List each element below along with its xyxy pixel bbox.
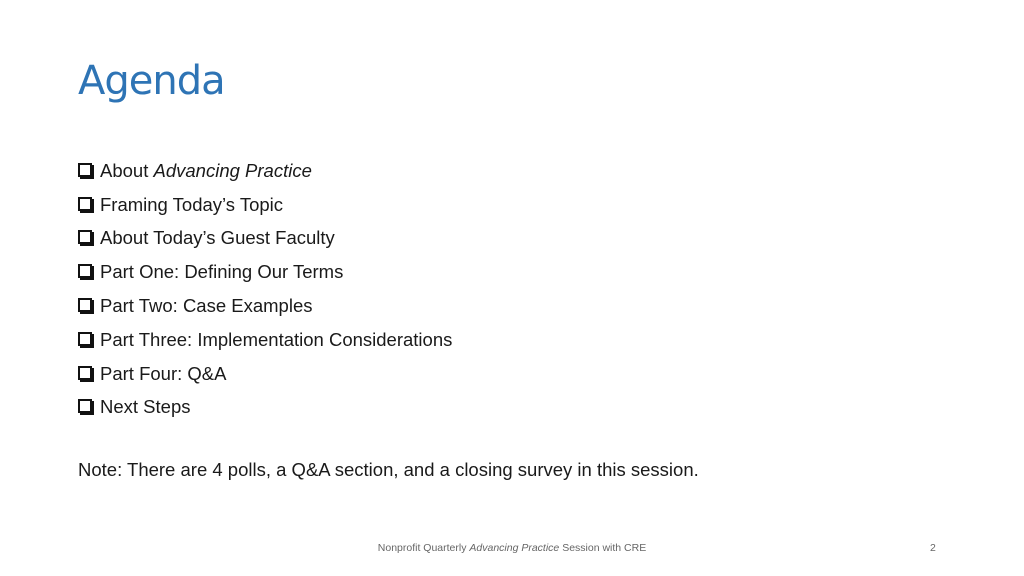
checkbox-icon <box>78 163 92 177</box>
checkbox-icon <box>78 197 92 211</box>
checkbox-icon <box>78 230 92 244</box>
footer-text: Nonprofit Quarterly Advancing Practice Session with CRE <box>377 542 647 554</box>
agenda-item <box>78 154 452 188</box>
agenda-item-text: Part Three: Implementation Considerations <box>100 328 453 350</box>
agenda-item <box>78 357 452 391</box>
agenda-item-text: Part Two: Case Examples <box>100 295 313 317</box>
agenda-item <box>78 222 452 256</box>
agenda-item <box>78 391 452 425</box>
agenda-item <box>78 323 452 357</box>
page-number: 2 <box>930 542 936 554</box>
agenda-item <box>78 289 452 323</box>
checkbox-icon <box>78 264 92 278</box>
session-note: Note: There are 4 polls, a Q&A section, and a closing survey in this session. <box>78 459 699 480</box>
agenda-item-text: Next Steps <box>100 396 191 418</box>
agenda-item-text: Part One: Defining Our Terms <box>100 261 344 283</box>
checkbox-icon <box>78 366 92 380</box>
agenda-item <box>78 255 452 289</box>
agenda-item-text: Framing Today’s Topic <box>100 193 284 215</box>
slide-title: Agenda <box>78 58 225 104</box>
agenda-item-text: Part Four: Q&A <box>100 362 227 384</box>
checkbox-icon <box>78 332 92 346</box>
checkbox-icon <box>78 298 92 312</box>
agenda-item <box>78 188 452 222</box>
agenda-item-text: About Today’s Guest Faculty <box>100 227 335 249</box>
agenda-item-text: About Advancing Practice <box>100 159 312 181</box>
checkbox-icon <box>78 399 92 413</box>
agenda-list <box>78 154 452 424</box>
